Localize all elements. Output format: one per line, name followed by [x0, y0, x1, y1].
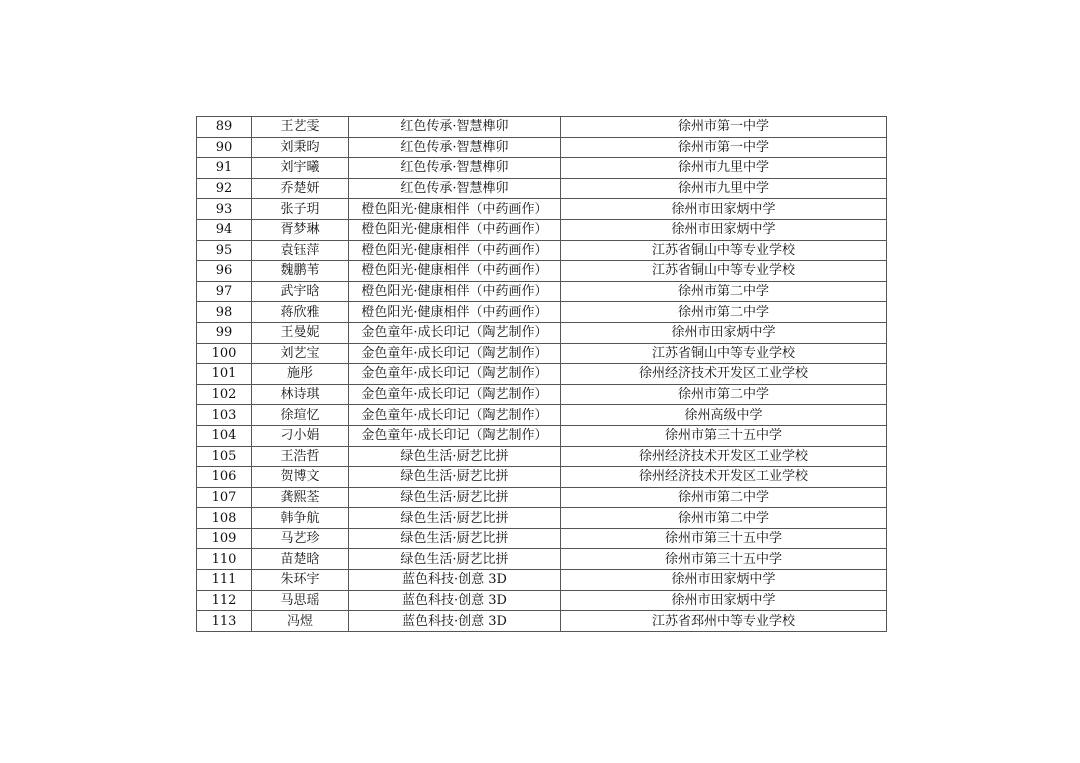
table-row	[197, 446, 887, 467]
school-name: 江苏省铜山中等专业学校	[561, 261, 887, 282]
student-name: 乔楚妍	[252, 178, 349, 199]
project-name: 蓝色科技·创意 3D	[349, 570, 561, 591]
school-name: 徐州市第二中学	[561, 508, 887, 529]
row-number: 92	[197, 178, 252, 199]
student-name: 马思瑶	[252, 590, 349, 611]
row-number: 107	[197, 487, 252, 508]
row-number: 102	[197, 384, 252, 405]
project-name: 金色童年·成长印记（陶艺制作）	[349, 364, 561, 385]
table-row	[197, 302, 887, 323]
project-name: 橙色阳光·健康相伴（中药画作）	[349, 302, 561, 323]
table-row	[197, 570, 887, 591]
row-number: 94	[197, 219, 252, 240]
school-name: 徐州市第二中学	[561, 281, 887, 302]
table-row	[197, 425, 887, 446]
table-row	[197, 611, 887, 632]
table-row	[197, 487, 887, 508]
student-name: 胥梦琳	[252, 219, 349, 240]
school-name: 徐州市田家炳中学	[561, 199, 887, 220]
student-name: 刘艺宝	[252, 343, 349, 364]
project-name: 蓝色科技·创意 3D	[349, 590, 561, 611]
table-row	[197, 199, 887, 220]
table-row	[197, 261, 887, 282]
school-name: 江苏省铜山中等专业学校	[561, 343, 887, 364]
student-name: 魏鹏苇	[252, 261, 349, 282]
row-number: 106	[197, 467, 252, 488]
school-name: 徐州市第一中学	[561, 137, 887, 158]
school-name: 徐州市第二中学	[561, 302, 887, 323]
row-number: 90	[197, 137, 252, 158]
project-name: 蓝色科技·创意 3D	[349, 611, 561, 632]
student-name: 施彤	[252, 364, 349, 385]
school-name: 徐州市田家炳中学	[561, 570, 887, 591]
row-number: 98	[197, 302, 252, 323]
table-row	[197, 178, 887, 199]
student-name: 王曼妮	[252, 322, 349, 343]
school-name: 徐州市九里中学	[561, 158, 887, 179]
table-row	[197, 158, 887, 179]
row-number: 93	[197, 199, 252, 220]
school-name: 徐州高级中学	[561, 405, 887, 426]
school-name: 徐州市第三十五中学	[561, 425, 887, 446]
school-name: 徐州市九里中学	[561, 178, 887, 199]
project-name: 金色童年·成长印记（陶艺制作）	[349, 405, 561, 426]
row-number: 101	[197, 364, 252, 385]
project-name: 绿色生活·厨艺比拼	[349, 446, 561, 467]
student-name: 王艺雯	[252, 117, 349, 138]
student-name: 刁小娟	[252, 425, 349, 446]
row-number: 109	[197, 528, 252, 549]
row-number: 96	[197, 261, 252, 282]
row-number: 89	[197, 117, 252, 138]
school-name: 徐州市田家炳中学	[561, 590, 887, 611]
student-name: 袁钰萍	[252, 240, 349, 261]
row-number: 91	[197, 158, 252, 179]
table-row	[197, 549, 887, 570]
project-name: 金色童年·成长印记（陶艺制作）	[349, 343, 561, 364]
table-row	[197, 467, 887, 488]
row-number: 108	[197, 508, 252, 529]
project-name: 金色童年·成长印记（陶艺制作）	[349, 384, 561, 405]
student-name: 龚熙荃	[252, 487, 349, 508]
school-name: 徐州市第一中学	[561, 117, 887, 138]
table-row	[197, 528, 887, 549]
project-name: 红色传承·智慧榫卯	[349, 117, 561, 138]
project-name: 绿色生活·厨艺比拼	[349, 487, 561, 508]
table-row	[197, 508, 887, 529]
table-row	[197, 281, 887, 302]
school-name: 徐州市第三十五中学	[561, 549, 887, 570]
row-number: 105	[197, 446, 252, 467]
row-number: 99	[197, 322, 252, 343]
student-name: 徐瑄忆	[252, 405, 349, 426]
project-name: 绿色生活·厨艺比拼	[349, 528, 561, 549]
table-row	[197, 322, 887, 343]
table-row	[197, 240, 887, 261]
school-name: 徐州市田家炳中学	[561, 219, 887, 240]
row-number: 113	[197, 611, 252, 632]
student-name: 张子玥	[252, 199, 349, 220]
student-name: 韩争航	[252, 508, 349, 529]
student-name: 王浩哲	[252, 446, 349, 467]
table-row	[197, 384, 887, 405]
school-name: 徐州经济技术开发区工业学校	[561, 467, 887, 488]
table-row	[197, 364, 887, 385]
participant-table-body	[197, 117, 887, 632]
project-name: 金色童年·成长印记（陶艺制作）	[349, 322, 561, 343]
student-name: 林诗琪	[252, 384, 349, 405]
project-name: 红色传承·智慧榫卯	[349, 158, 561, 179]
table-row	[197, 219, 887, 240]
row-number: 100	[197, 343, 252, 364]
table-row	[197, 137, 887, 158]
school-name: 徐州市第二中学	[561, 487, 887, 508]
project-name: 橙色阳光·健康相伴（中药画作）	[349, 281, 561, 302]
school-name: 徐州经济技术开发区工业学校	[561, 446, 887, 467]
student-name: 刘宇曦	[252, 158, 349, 179]
school-name: 徐州市田家炳中学	[561, 322, 887, 343]
row-number: 95	[197, 240, 252, 261]
school-name: 江苏省邳州中等专业学校	[561, 611, 887, 632]
project-name: 橙色阳光·健康相伴（中药画作）	[349, 240, 561, 261]
row-number: 110	[197, 549, 252, 570]
table-row	[197, 343, 887, 364]
table-row	[197, 590, 887, 611]
project-name: 红色传承·智慧榫卯	[349, 178, 561, 199]
student-name: 武宇晗	[252, 281, 349, 302]
school-name: 徐州市第三十五中学	[561, 528, 887, 549]
table-row	[197, 117, 887, 138]
project-name: 橙色阳光·健康相伴（中药画作）	[349, 261, 561, 282]
student-name: 苗楚晗	[252, 549, 349, 570]
student-name: 贺博文	[252, 467, 349, 488]
project-name: 绿色生活·厨艺比拼	[349, 549, 561, 570]
row-number: 112	[197, 590, 252, 611]
school-name: 徐州市第二中学	[561, 384, 887, 405]
project-name: 金色童年·成长印记（陶艺制作）	[349, 425, 561, 446]
student-name: 朱环宇	[252, 570, 349, 591]
project-name: 橙色阳光·健康相伴（中药画作）	[349, 219, 561, 240]
row-number: 97	[197, 281, 252, 302]
school-name: 江苏省铜山中等专业学校	[561, 240, 887, 261]
student-name: 马艺珍	[252, 528, 349, 549]
school-name: 徐州经济技术开发区工业学校	[561, 364, 887, 385]
table-row	[197, 405, 887, 426]
row-number: 103	[197, 405, 252, 426]
row-number: 104	[197, 425, 252, 446]
participant-table	[196, 116, 887, 632]
student-name: 冯煜	[252, 611, 349, 632]
project-name: 绿色生活·厨艺比拼	[349, 508, 561, 529]
project-name: 橙色阳光·健康相伴（中药画作）	[349, 199, 561, 220]
student-name: 蒋欣雅	[252, 302, 349, 323]
project-name: 绿色生活·厨艺比拼	[349, 467, 561, 488]
project-name: 红色传承·智慧榫卯	[349, 137, 561, 158]
student-name: 刘秉昀	[252, 137, 349, 158]
row-number: 111	[197, 570, 252, 591]
